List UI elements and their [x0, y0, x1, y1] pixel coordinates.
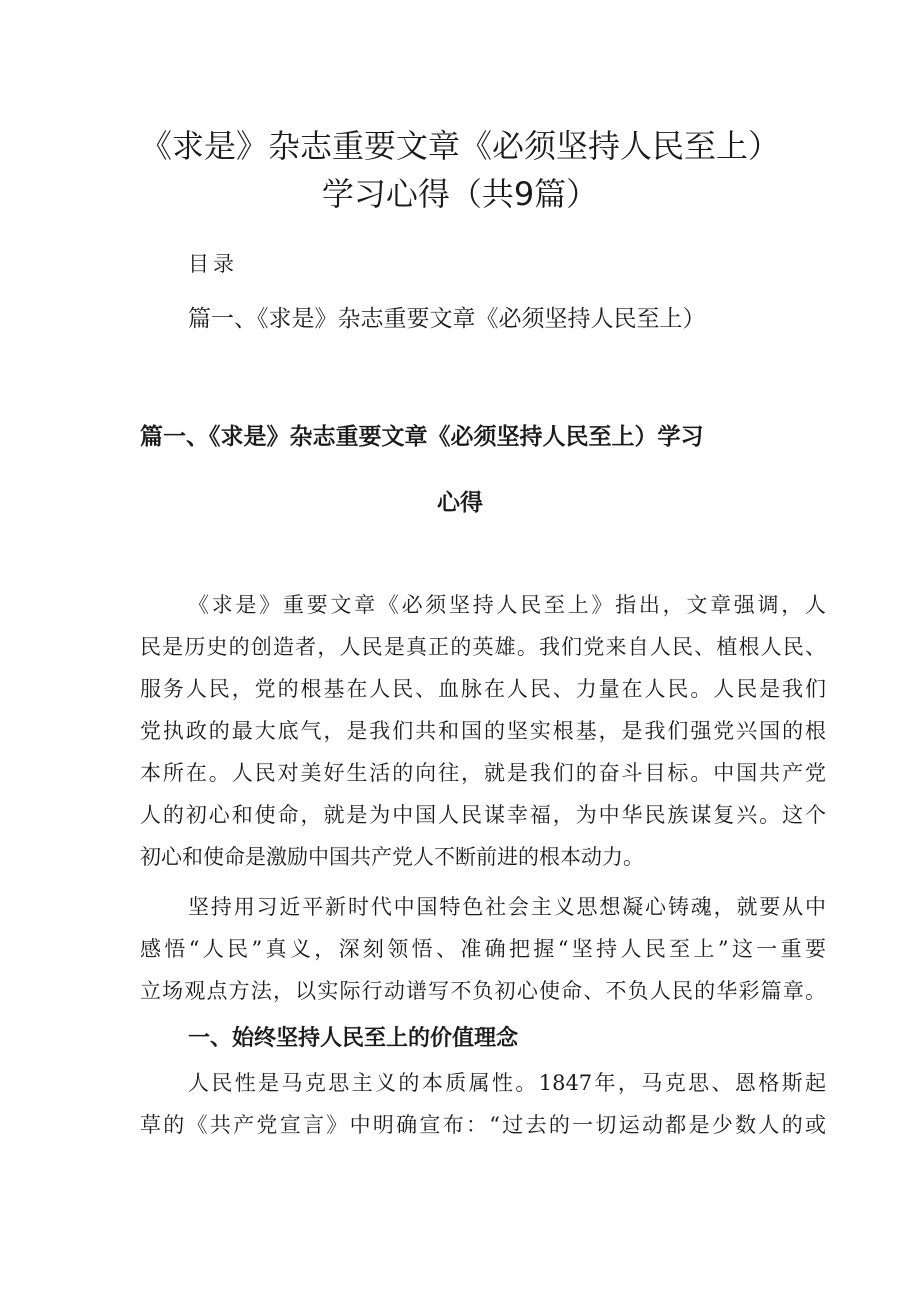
section-heading-line-1: 篇一、《求是》杂志重要文章《必须坚持人民至上）学习 [140, 424, 704, 450]
paragraph-1-line-3: 服务人民，党的根基在人民、血脉在人民、力量在人民。人民是我们 [140, 677, 826, 701]
paragraph-2-line-1: 坚持用习近平新时代中国特色社会主义思想凝心铸魂，就要从中 [188, 895, 826, 919]
document-title-line-1: 《求是》杂志重要文章《必须坚持人民至上） [139, 127, 780, 165]
paragraph-3-line-1: 人民性是马克思主义的本质属性。1847年，马克思、恩格斯起 [188, 1071, 826, 1095]
subheading-1: 一、始终坚持人民至上的价值理念 [188, 1026, 519, 1051]
paragraph-1-line-4: 党执政的最大底气，是我们共和国的坚实根基，是我们强党兴国的根 [140, 719, 826, 743]
paragraph-2-line-3: 立场观点方法，以实际行动谱写不负初心使命、不负人民的华彩篇章。 [140, 979, 826, 1003]
toc-item-1[interactable]: 篇一、《求是》杂志重要文章《必须坚持人民至上） [188, 306, 706, 332]
paragraph-3-line-2: 草的《共产党宣言》中明确宣布：“过去的一切运动都是少数人的或 [140, 1113, 826, 1137]
paragraph-1-line-2: 民是历史的创造者，人民是真正的英雄。我们党来自人民、植根人民、 [140, 635, 826, 659]
paragraph-1-line-5: 本所在。人民对美好生活的向往，就是我们的奋斗目标。中国共产党 [140, 761, 826, 785]
paragraph-1-line-6: 人的初心和使命，就是为中国人民谋幸福，为中华民族谋复兴。这个 [140, 803, 826, 827]
toc-label: 目录 [188, 252, 238, 276]
document-title-line-2: 学习心得（共9篇） [321, 175, 599, 213]
paragraph-1-line-1: 《求是》重要文章《必须坚持人民至上》指出，文章强调，人 [188, 593, 826, 617]
paragraph-1-line-7: 初心和使命是激励中国共产党人不断前进的根本动力。 [140, 845, 644, 869]
section-heading-line-2: 心得 [437, 490, 483, 516]
paragraph-2-line-2: 感悟“人民”真义，深刻领悟、准确把握“坚持人民至上”这一重要 [140, 937, 826, 961]
